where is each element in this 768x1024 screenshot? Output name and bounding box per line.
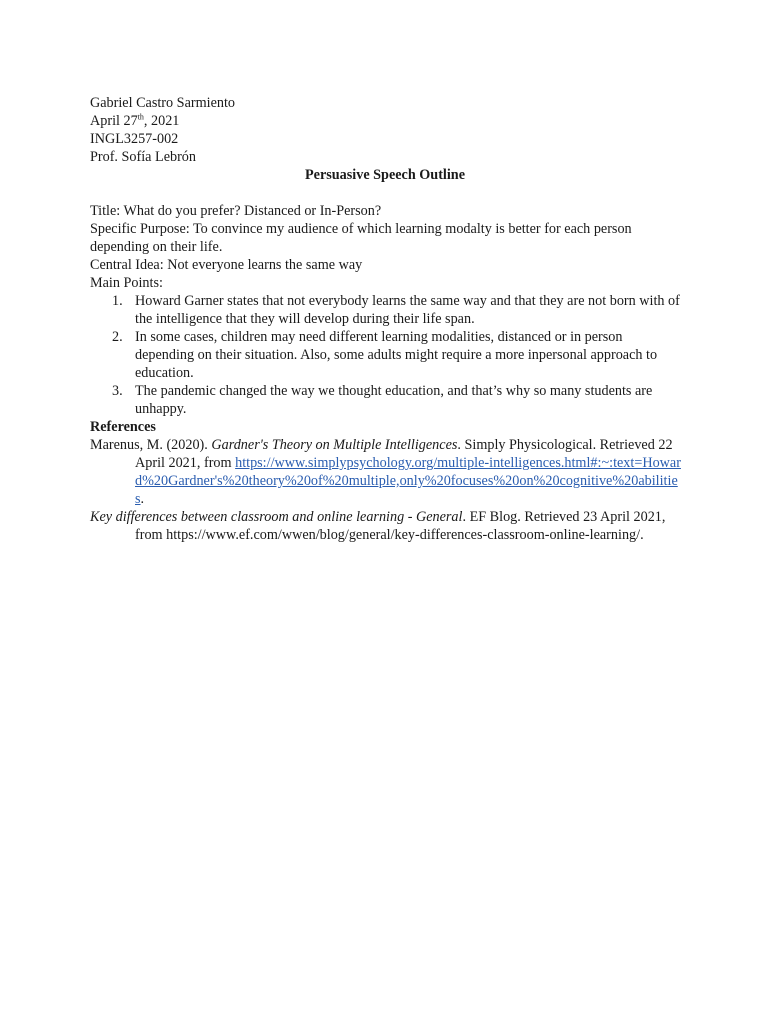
professor-name: Prof. Sofía Lebrón xyxy=(90,149,196,165)
course-code: INGL3257-002 xyxy=(90,131,179,147)
ref-title: Gardner's Theory on Multiple Intelligences xyxy=(211,437,458,453)
document-date xyxy=(90,112,690,130)
ref-title: Key differences between classroom and online learning - General xyxy=(90,509,463,525)
list-item-text: The pandemic changed the way we thought education, and that’s why so many students are unhappy. xyxy=(135,383,653,417)
document-page xyxy=(90,94,690,544)
date-prefix: April 27 xyxy=(90,113,138,129)
document-title: Persuasive Speech Outline xyxy=(305,167,465,183)
ref-author: Marenus, M. (2020). xyxy=(90,437,212,453)
list-number: 1. xyxy=(112,293,123,309)
references-heading: References xyxy=(90,419,156,435)
list-item xyxy=(90,382,690,418)
date-ordinal: th xyxy=(137,112,144,122)
author-name: Gabriel Castro Sarmiento xyxy=(90,95,235,111)
list-item xyxy=(90,328,690,382)
list-number: 3. xyxy=(112,383,123,399)
ref-end: . xyxy=(140,491,145,507)
ref-details: . EF Blog. Retrieved 23 April 2021, from https://www.ef.com/wwen/blog/general/key-differences-classroom-online-learning/. xyxy=(135,509,666,543)
list-item-text: In some cases, children may need different learning modalities, distanced or in person depending on their situation. Also, some adults might require a more inpersonal approach to education. xyxy=(135,329,658,381)
reference-entry xyxy=(90,508,690,544)
specific-purpose: Specific Purpose: To convince my audience of which learning modalty is better for each person depending on their life. xyxy=(90,221,632,255)
list-number: 2. xyxy=(112,329,123,345)
date-suffix: , 2021 xyxy=(143,113,180,129)
central-idea: Central Idea: Not everyone learns the same way xyxy=(90,257,363,273)
main-points-label: Main Points: xyxy=(90,275,163,291)
reference-entry xyxy=(90,436,690,508)
spacer xyxy=(90,184,690,202)
list-item-text: Howard Garner states that not everybody learns the same way and that they are not born with of the intelligence that they will develop during their life span. xyxy=(135,293,680,327)
ref-publisher: . Simply Physicological. Retrieved 22 April 2021, from xyxy=(135,437,673,471)
speech-title: Title: What do you prefer? Distanced or In-Person? xyxy=(90,203,382,219)
list-item xyxy=(90,292,690,328)
reference-link[interactable]: https://www.simplypsychology.org/multiple-intelligences.html#:~:text=Howard%20Gardner's%20theory%20of%20multiple,only%20focuses%20on%20cognitive%20abilities xyxy=(135,455,681,507)
main-points-list xyxy=(90,292,690,418)
